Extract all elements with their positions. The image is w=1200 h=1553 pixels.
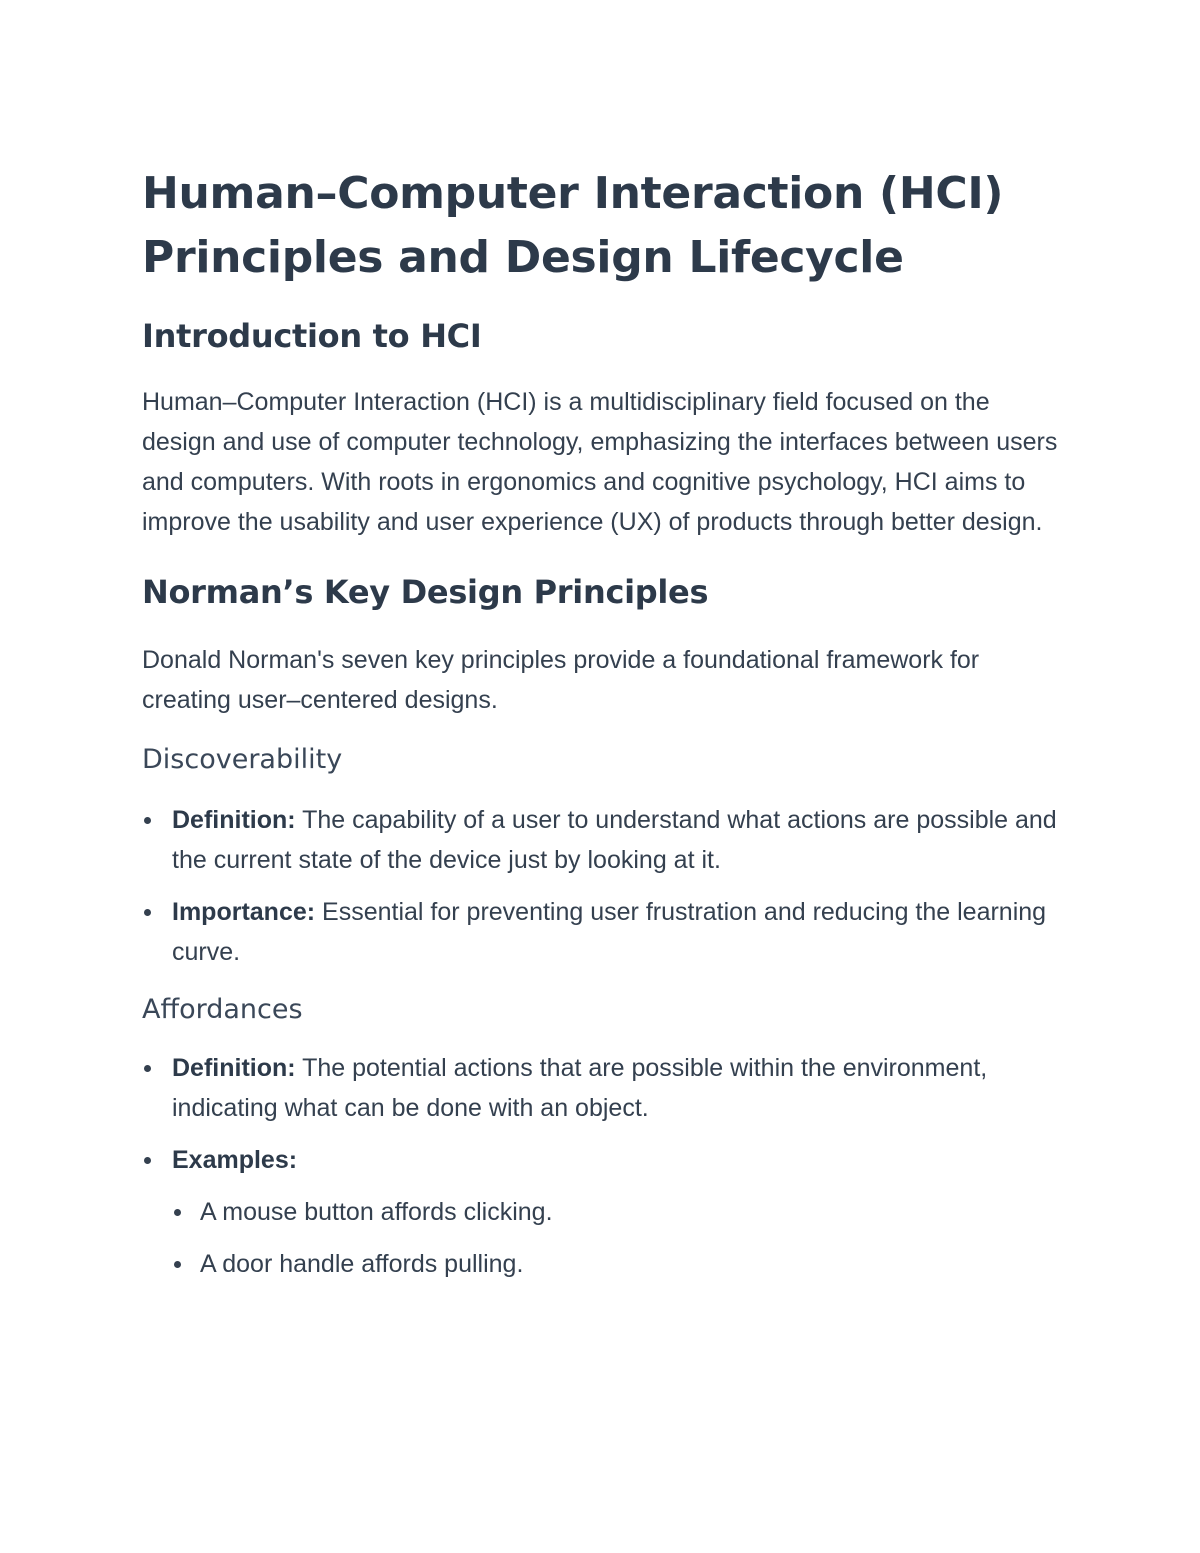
nested-list-item: A mouse button affords clicking. <box>142 1192 1062 1232</box>
subheading-discoverability: Discoverability <box>142 744 343 775</box>
section-heading-intro: Introduction to HCI <box>142 317 482 355</box>
item-label: Examples: <box>172 1146 298 1174</box>
title-line-1: Human–Computer Interaction (HCI) <box>142 168 1004 219</box>
document-title <box>142 162 1062 290</box>
discoverability-list <box>142 800 1062 972</box>
section-heading-norman: Norman’s Key Design Principles <box>142 573 709 611</box>
subheading-affordances: Affordances <box>142 994 303 1025</box>
list-item <box>142 1140 1062 1180</box>
item-label: Importance: <box>172 898 316 926</box>
nested-list-item: A door handle affords pulling. <box>142 1244 1062 1284</box>
item-label: Definition: <box>172 1054 296 1082</box>
norman-paragraph: Donald Norman's seven key principles provide a foundational framework for creating user–centered designs. <box>142 646 980 714</box>
item-text: The potential actions that are possible within the environment, indicating what can be done with an object. <box>172 1054 988 1122</box>
list-item <box>142 800 1062 880</box>
list-item <box>142 1048 1062 1128</box>
item-text: Essential for preventing user frustration and reducing the learning curve. <box>172 898 1047 966</box>
document-page <box>142 162 1062 1284</box>
affordances-list <box>142 1048 1062 1284</box>
title-line-2: Principles and Design Lifecycle <box>142 232 904 283</box>
intro-paragraph: Human–Computer Interaction (HCI) is a multidisciplinary field focused on the design and use of computer technology, emphasizing the interfaces between users and computers. With roots in ergonomics and cognitive psychology, HCI aims to improve the usability and user experience (UX) of products through better design. <box>142 388 1058 536</box>
item-label: Definition: <box>172 806 296 834</box>
list-item <box>142 892 1062 972</box>
item-text: The capability of a user to understand what actions are possible and the current state of the device just by looking at it. <box>172 806 1057 874</box>
